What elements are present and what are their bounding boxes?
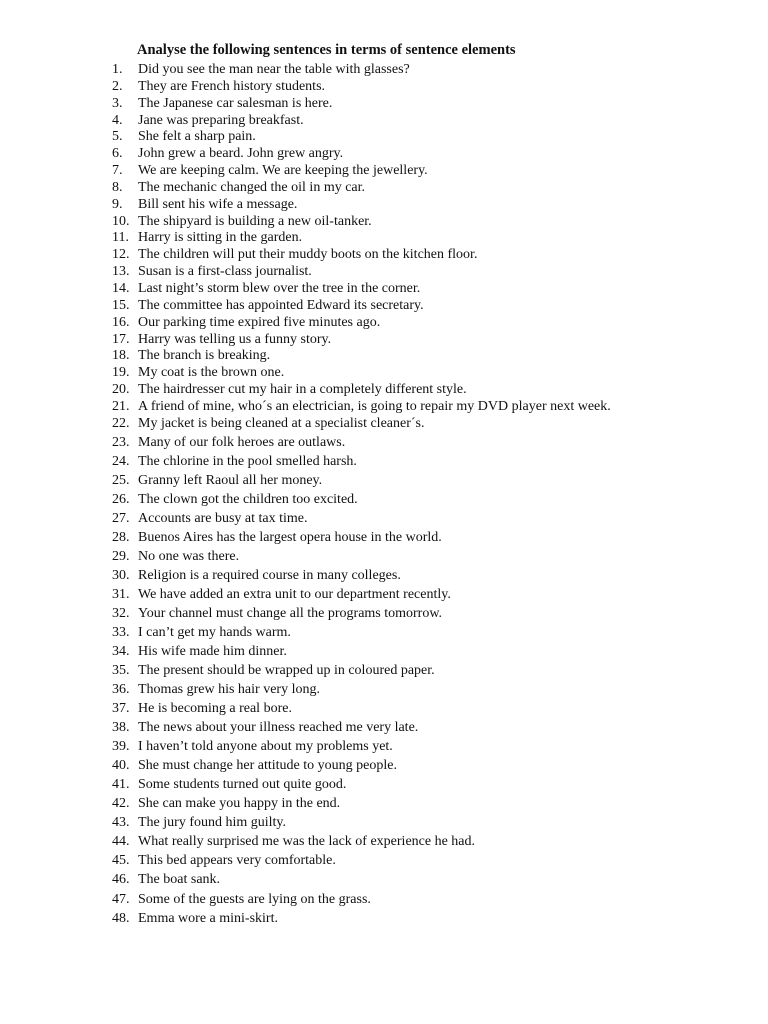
page-title: Analyse the following sentences in terms of sentence elements	[137, 42, 516, 58]
list-item-number: 38.	[112, 720, 130, 736]
list-item-number: 24.	[112, 453, 130, 469]
list-item-number: 1.	[112, 62, 123, 77]
list-item	[112, 530, 732, 547]
list-item-number: 16.	[112, 314, 130, 330]
list-item-number: 10.	[112, 213, 130, 229]
list-item	[112, 872, 732, 889]
list-item	[112, 720, 732, 737]
list-item	[112, 549, 732, 566]
list-item-text: My coat is the brown one.	[138, 365, 285, 381]
list-item-text: We have added an extra unit to our department recently.	[138, 587, 451, 602]
list-item	[112, 682, 732, 699]
list-item-number: 13.	[112, 264, 130, 280]
list-item	[112, 180, 732, 197]
list-item	[112, 230, 732, 247]
list-item-number: 37.	[112, 701, 130, 717]
list-item-text: He is becoming a real bore.	[138, 701, 292, 717]
list-item-text: The children will put their muddy boots on the kitchen floor.	[138, 247, 478, 263]
list-item	[112, 96, 732, 113]
list-item-text: Accounts are busy at tax time.	[138, 510, 308, 526]
list-item	[112, 701, 732, 718]
list-item-number: 42.	[112, 796, 130, 812]
list-item-number: 40.	[112, 758, 130, 774]
list-item-number: 11.	[112, 230, 129, 246]
list-item	[112, 281, 732, 298]
list-item	[112, 473, 732, 490]
list-item-number: 5.	[112, 129, 123, 145]
list-item-text: The jury found him guilty.	[138, 815, 287, 831]
list-item	[112, 587, 732, 604]
list-item-number: 17.	[112, 331, 130, 347]
list-item	[112, 416, 732, 433]
list-item-text: Some students turned out quite good.	[138, 777, 347, 793]
list-item	[112, 214, 732, 231]
list-item-number: 47.	[112, 891, 130, 907]
list-item-number: 18.	[112, 348, 130, 364]
list-item-number: 44.	[112, 834, 130, 850]
list-item-text: The mechanic changed the oil in my car.	[138, 179, 366, 195]
list-item	[112, 892, 732, 909]
list-item-number: 25.	[112, 472, 130, 488]
list-item	[112, 663, 732, 680]
list-item-text: The committee has appointed Edward its secretary.	[138, 297, 424, 313]
list-item-number: 6.	[112, 146, 123, 162]
list-item-number: 7.	[112, 163, 123, 179]
list-item	[112, 298, 732, 315]
list-item	[112, 365, 732, 382]
list-item-text: Your channel must change all the programs tomorrow.	[138, 606, 443, 622]
list-item-text: Bill sent his wife a message.	[138, 196, 298, 212]
list-item	[112, 644, 732, 661]
list-item-number: 23.	[112, 434, 130, 450]
list-item-number: 8.	[112, 179, 123, 195]
list-item	[112, 62, 732, 79]
list-item	[112, 315, 732, 332]
list-item-number: 19.	[112, 365, 130, 381]
list-item	[112, 796, 732, 813]
list-item	[112, 382, 732, 399]
list-item-text: Emma wore a mini-skirt.	[138, 910, 278, 926]
list-item-text: Many of our folk heroes are outlaws.	[138, 434, 346, 450]
list-item-number: 31.	[112, 587, 130, 602]
list-item	[112, 492, 732, 509]
list-item-number: 26.	[112, 491, 130, 507]
list-item-text: The chlorine in the pool smelled harsh.	[138, 453, 357, 469]
list-item-number: 33.	[112, 625, 130, 641]
list-item	[112, 332, 732, 349]
list-item	[112, 79, 732, 96]
list-item-number: 3.	[112, 95, 123, 111]
list-item	[112, 348, 732, 365]
list-item	[112, 625, 732, 642]
list-item-text: They are French history students.	[138, 78, 326, 94]
list-item-text: Religion is a required course in many colleges.	[138, 567, 401, 583]
list-item-text: She felt a sharp pain.	[138, 129, 256, 145]
list-item-number: 12.	[112, 247, 130, 263]
list-item	[112, 454, 732, 471]
list-item-number: 45.	[112, 853, 130, 869]
list-item-number: 14.	[112, 280, 130, 296]
list-item	[112, 146, 732, 163]
list-item-number: 48.	[112, 910, 130, 926]
list-item-text: Thomas grew his hair very long.	[138, 682, 320, 698]
list-item-text: The clown got the children too excited.	[138, 491, 358, 507]
list-item-text: The hairdresser cut my hair in a completely different style.	[138, 382, 467, 398]
list-item	[112, 129, 732, 146]
list-item	[112, 435, 732, 452]
list-item-number: 35.	[112, 663, 130, 679]
list-item-text: John grew a beard. John grew angry.	[138, 146, 344, 162]
list-item-text: Harry is sitting in the garden.	[138, 230, 303, 246]
list-item-number: 27.	[112, 510, 130, 526]
list-item	[112, 606, 732, 623]
list-item-text: The boat sank.	[138, 872, 221, 888]
list-item-text: The present should be wrapped up in coloured paper.	[138, 663, 435, 679]
list-item-text: What really surprised me was the lack of experience he had.	[138, 834, 476, 850]
list-item-number: 22.	[112, 415, 130, 431]
list-item-text: I can’t get my hands warm.	[138, 625, 291, 641]
list-item-number: 39.	[112, 739, 130, 755]
list-item-number: 30.	[112, 567, 130, 583]
list-item-text: Our parking time expired five minutes ago.	[138, 314, 381, 330]
list-item-text: Granny left Raoul all her money.	[138, 472, 323, 488]
list-item	[112, 911, 732, 928]
list-item-text: Harry was telling us a funny story.	[138, 331, 332, 347]
list-item-text: My jacket is being cleaned at a specialist cleaner´s.	[138, 415, 425, 431]
list-item	[112, 264, 732, 281]
list-item	[112, 739, 732, 756]
list-item-number: 41.	[112, 777, 130, 793]
list-item-number: 4.	[112, 112, 123, 128]
list-item-number: 29.	[112, 548, 130, 564]
list-item-text: Did you see the man near the table with glasses?	[138, 62, 410, 77]
list-item-number: 36.	[112, 682, 130, 698]
list-item-number: 46.	[112, 872, 130, 888]
list-item	[112, 197, 732, 214]
list-item	[112, 815, 732, 832]
list-item-text: The Japanese car salesman is here.	[138, 95, 333, 111]
list-item-text: She can make you happy in the end.	[138, 796, 341, 812]
sentence-list	[112, 62, 732, 927]
list-item-number: 21.	[112, 398, 130, 414]
list-item	[112, 568, 732, 585]
list-item	[112, 511, 732, 528]
list-item-text: Last night’s storm blew over the tree in the corner.	[138, 280, 421, 296]
list-item-text: His wife made him dinner.	[138, 644, 287, 660]
list-item	[112, 834, 732, 851]
list-item	[112, 777, 732, 794]
list-item	[112, 399, 732, 416]
list-item-text: Buenos Aires has the largest opera house in the world.	[138, 529, 442, 545]
list-item-number: 32.	[112, 606, 130, 622]
list-item-text: A friend of mine, who´s an electrician, is going to repair my DVD player next week.	[138, 398, 611, 414]
list-item-number: 9.	[112, 196, 123, 212]
list-item-number: 43.	[112, 815, 130, 831]
list-item	[112, 853, 732, 870]
list-item-text: The news about your illness reached me very late.	[138, 720, 419, 736]
list-item-text: The branch is breaking.	[138, 348, 271, 364]
list-item	[112, 163, 732, 180]
list-item-number: 2.	[112, 78, 123, 94]
list-item-text: I haven’t told anyone about my problems yet.	[138, 739, 393, 755]
list-item-text: Susan is a first-class journalist.	[138, 264, 312, 280]
list-item-text: No one was there.	[138, 548, 240, 564]
list-item	[112, 758, 732, 775]
list-item-text: This bed appears very comfortable.	[138, 853, 336, 869]
list-item-text: She must change her attitude to young people.	[138, 758, 397, 774]
list-item	[112, 113, 732, 130]
list-item-number: 28.	[112, 529, 130, 545]
list-item-text: The shipyard is building a new oil-tanker.	[138, 213, 372, 229]
list-item-number: 20.	[112, 382, 130, 398]
list-item-text: We are keeping calm. We are keeping the jewellery.	[138, 163, 428, 179]
list-item-number: 34.	[112, 644, 130, 660]
list-item-text: Some of the guests are lying on the grass.	[138, 891, 371, 907]
list-item-number: 15.	[112, 297, 130, 313]
list-item	[112, 247, 732, 264]
list-item-text: Jane was preparing breakfast.	[138, 112, 304, 128]
